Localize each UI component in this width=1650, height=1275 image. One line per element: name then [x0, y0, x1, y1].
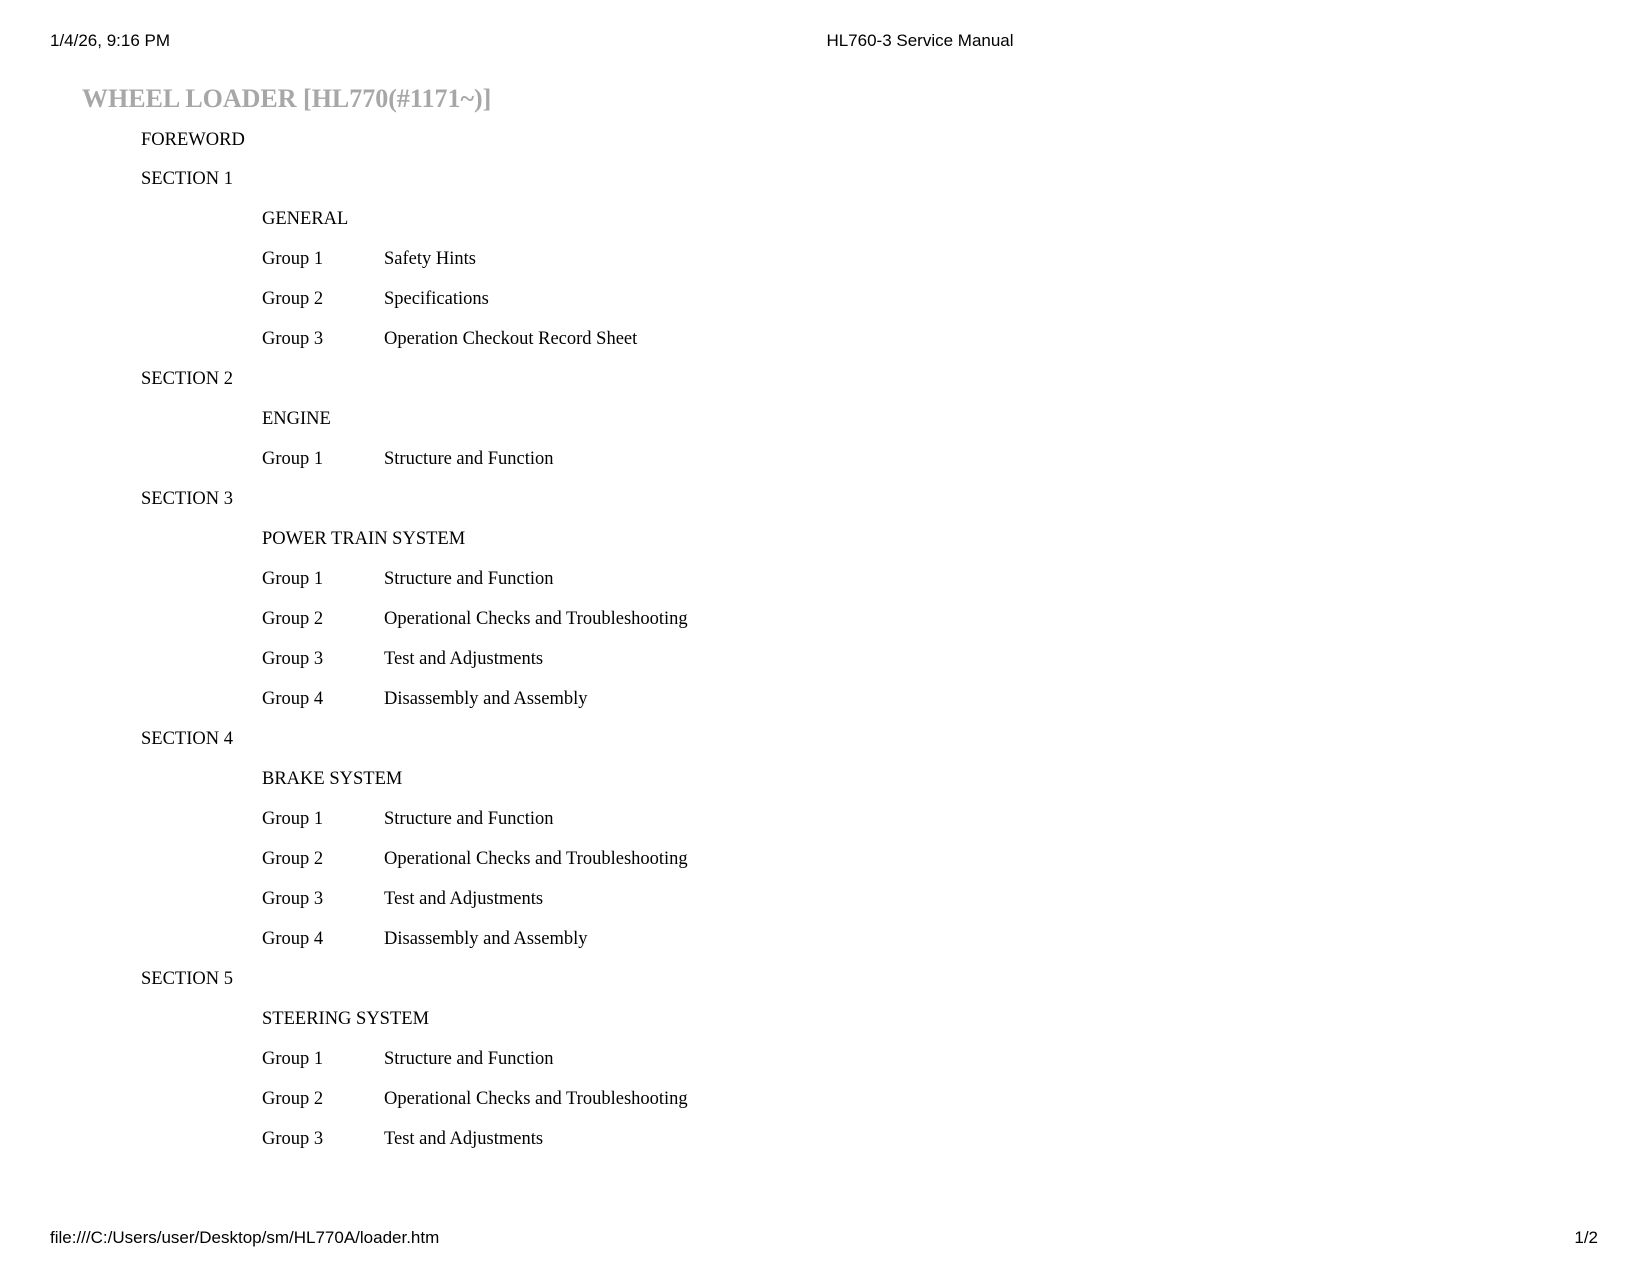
group-number: Group 4 [262, 929, 324, 949]
document-title: WHEEL LOADER [HL770(#1171~)] [82, 84, 492, 113]
print-url: file:///C:/Users/user/Desktop/sm/HL770A/loader.htm [50, 1228, 440, 1247]
section-name[interactable]: POWER TRAIN SYSTEM [262, 529, 466, 549]
group-number: Group 1 [262, 569, 324, 589]
group-number: Group 1 [262, 249, 324, 269]
section-label[interactable]: SECTION 3 [141, 489, 233, 509]
group-number: Group 1 [262, 809, 324, 829]
group-link[interactable]: Safety Hints [384, 249, 476, 269]
group-link[interactable]: Test and Adjustments [384, 1129, 544, 1149]
print-page-title: HL760-3 Service Manual [826, 31, 1014, 50]
group-link[interactable]: Structure and Function [384, 1049, 554, 1069]
section-name[interactable]: ENGINE [262, 409, 331, 429]
group-link[interactable]: Structure and Function [384, 809, 554, 829]
group-link[interactable]: Structure and Function [384, 449, 554, 469]
print-datetime: 1/4/26, 9:16 PM [50, 31, 171, 50]
group-link[interactable]: Structure and Function [384, 569, 554, 589]
section-label[interactable]: SECTION 1 [141, 169, 233, 189]
section-name[interactable]: BRAKE SYSTEM [262, 769, 403, 789]
section-label[interactable]: SECTION 5 [141, 969, 233, 989]
print-footer [0, 1228, 1650, 1250]
group-number: Group 3 [262, 329, 324, 349]
group-number: Group 3 [262, 889, 324, 909]
group-number: Group 2 [262, 1089, 324, 1109]
print-header [0, 31, 1650, 53]
print-page-count: 1/2 [1574, 1228, 1598, 1247]
group-number: Group 1 [262, 1049, 324, 1069]
section-name[interactable]: STEERING SYSTEM [262, 1009, 430, 1029]
group-number: Group 1 [262, 449, 324, 469]
group-link[interactable]: Operational Checks and Troubleshooting [384, 849, 688, 869]
group-number: Group 3 [262, 649, 324, 669]
group-link[interactable]: Disassembly and Assembly [384, 929, 588, 949]
group-link[interactable]: Operation Checkout Record Sheet [384, 329, 638, 349]
section-label[interactable]: SECTION 2 [141, 369, 233, 389]
section-label[interactable]: SECTION 4 [141, 729, 233, 749]
group-number: Group 2 [262, 849, 324, 869]
group-number: Group 4 [262, 689, 324, 709]
group-link[interactable]: Operational Checks and Troubleshooting [384, 609, 688, 629]
group-number: Group 2 [262, 289, 324, 309]
group-link[interactable]: Specifications [384, 289, 489, 309]
group-link[interactable]: Disassembly and Assembly [384, 689, 588, 709]
group-link[interactable]: Test and Adjustments [384, 649, 544, 669]
group-number: Group 2 [262, 609, 324, 629]
section-name[interactable]: GENERAL [262, 209, 349, 229]
group-link[interactable]: Operational Checks and Troubleshooting [384, 1089, 688, 1109]
group-number: Group 3 [262, 1129, 324, 1149]
foreword-link[interactable]: FOREWORD [141, 130, 245, 150]
group-link[interactable]: Test and Adjustments [384, 889, 544, 909]
